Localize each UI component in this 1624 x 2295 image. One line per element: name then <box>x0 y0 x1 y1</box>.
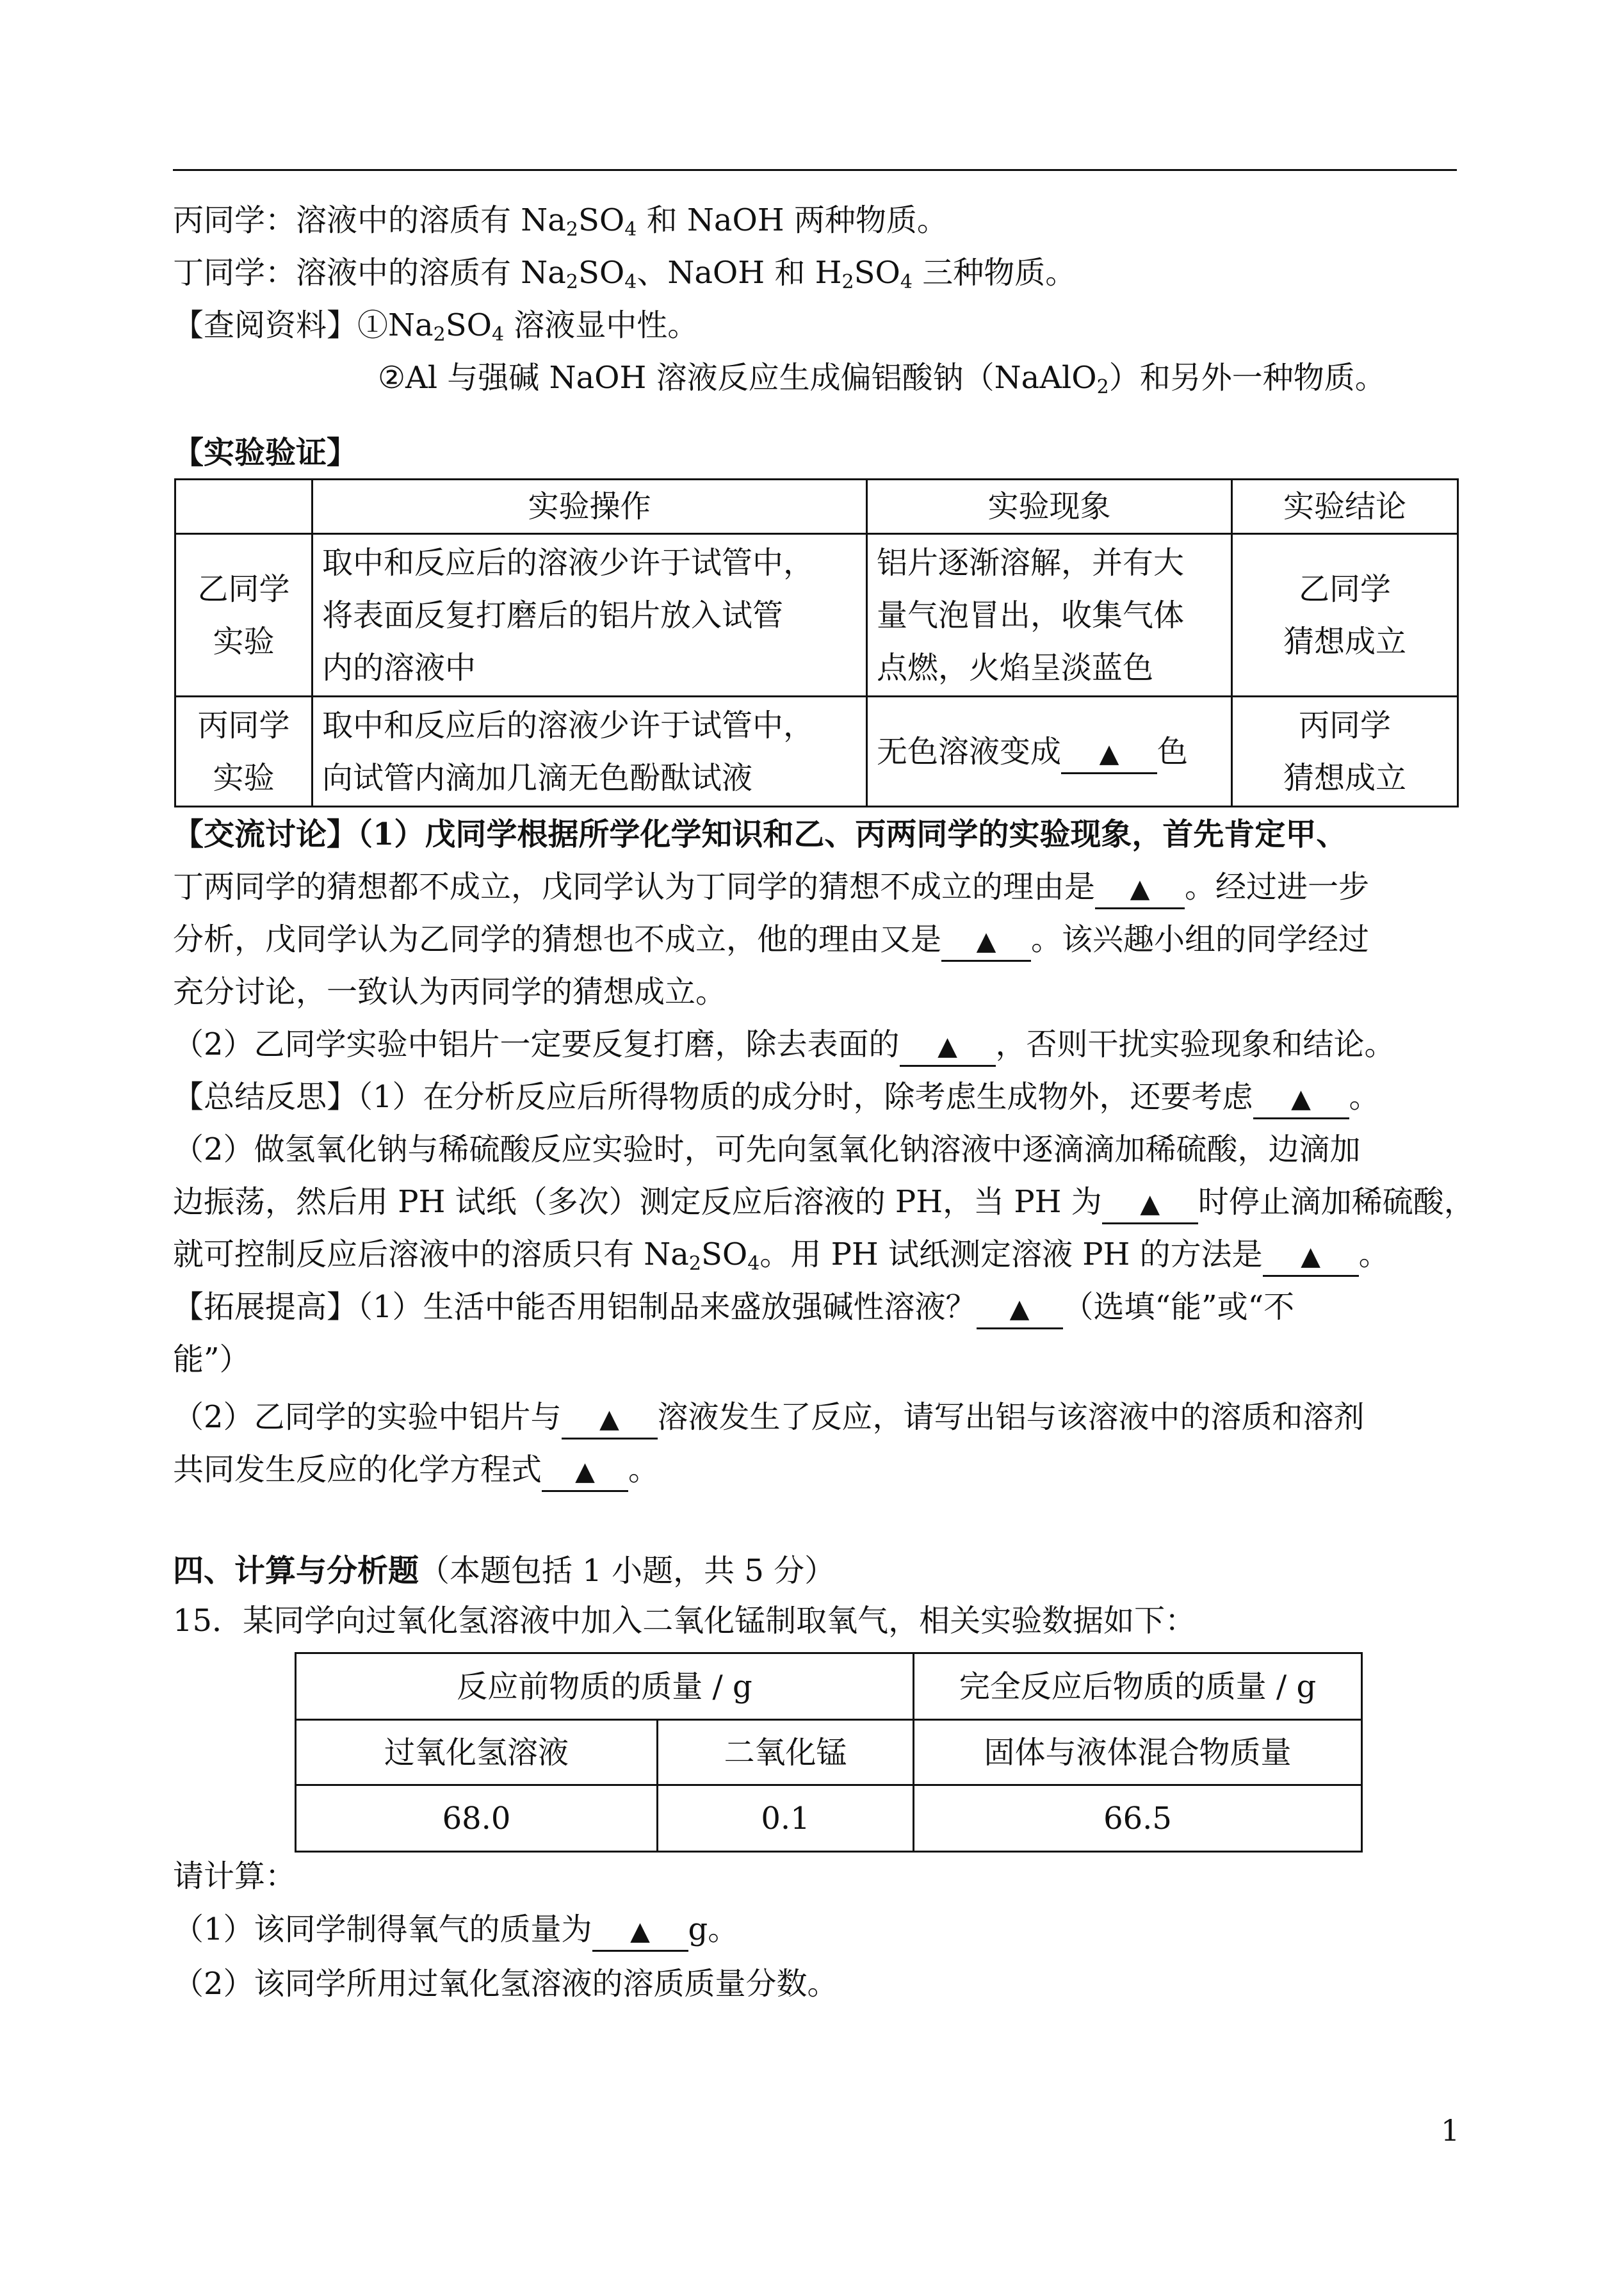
header-after-reaction: 完全反应后物质的质量 / g <box>914 1653 1362 1720</box>
row-label: 乙同学 实验 <box>175 534 313 697</box>
extension-line-1: 【拓展提高】（1）生活中能否用铝制品来盛放强碱性溶液？ ▲ （选填“能”或“不 <box>173 1281 1460 1333</box>
discussion-line-1: 【交流讨论】（1）戊同学根据所学化学知识和乙、丙两同学的实验现象，首先肯定甲、 <box>173 816 1347 852</box>
operation-cell: 取中和反应后的溶液少许于试管中， 向试管内滴加几滴无色酚酞试液 <box>313 697 867 807</box>
table-cell: 68.0 <box>296 1785 658 1852</box>
table-cell: 固体与液体混合物质量 <box>914 1720 1362 1785</box>
header-rule <box>173 169 1457 171</box>
line-ding-hypothesis: 丁同学：溶液中的溶质有 $Na_2SO_4$、NaOH 和 $H_2SO_4$ 三种物质。 <box>173 255 1076 293</box>
data-table <box>295 1652 1363 1853</box>
phenomenon-cell: 无色溶液变成 ▲ 色 <box>867 697 1232 807</box>
extension-line-4: 共同发生反应的化学方程式 ▲ 。 <box>173 1443 1460 1496</box>
triangle-marker-icon: ▲ <box>976 927 996 956</box>
answer-blank[interactable] <box>900 1026 996 1067</box>
header-cell: 实验结论 <box>1232 480 1458 534</box>
line-reference-2: ②Al 与强碱 NaOH 溶液反应生成偏铝酸钠（NaAlO$_2$）和另外一种物质。 <box>378 360 1386 398</box>
triangle-marker-icon: ▲ <box>1099 738 1119 768</box>
discussion-line-3: 分析，戊同学认为乙同学的猜想也不成立，他的理由又是 ▲ 。该兴趣小组的同学经过 <box>173 913 1460 966</box>
triangle-marker-icon: ▲ <box>599 1404 619 1434</box>
row-label: 丙同学 实验 <box>175 697 313 807</box>
discussion-line-2: 丁两同学的猜想都不成立，戊同学认为丁同学的猜想不成立的理由是 ▲ 。经过进一步 <box>173 861 1460 913</box>
discussion-line-5: （2）乙同学实验中铝片一定要反复打磨，除去表面的 ▲ ，否则干扰实验现象和结论。 <box>173 1018 1460 1071</box>
triangle-marker-icon: ▲ <box>1130 874 1150 904</box>
table-cell: 过氧化氢溶液 <box>296 1720 658 1785</box>
table-row <box>296 1720 1362 1785</box>
summary-line-4: 就可控制反应后溶液中的溶质只有 $Na_2SO_4$。用 PH 试纸测定溶液 PH 的方法是 ▲ 。 <box>173 1228 1460 1281</box>
summary-line-2: （2）做氢氧化钠与稀硫酸反应实验时，可先向氢氧化钠溶液中逐滴滴加稀硫酸，边滴加 <box>173 1131 1361 1167</box>
answer-blank[interactable] <box>1102 1183 1198 1224</box>
header-cell <box>175 480 313 534</box>
triangle-marker-icon: ▲ <box>1291 1084 1311 1114</box>
header-cell: 实验操作 <box>313 480 867 534</box>
table-row <box>175 697 1458 807</box>
summary-line-1: 【总结反思】（1）在分析反应后所得物质的成分时，除考虑生成物外，还要考虑 ▲ 。 <box>173 1071 1460 1123</box>
table-row <box>296 1785 1362 1852</box>
answer-blank[interactable] <box>977 1288 1063 1329</box>
extension-line-3: （2）乙同学的实验中铝片与 ▲ 溶液发生了反应，请写出铝与该溶液中的溶质和溶剂 <box>173 1391 1460 1443</box>
answer-blank[interactable] <box>592 1911 688 1952</box>
header-before-reaction: 反应前物质的质量 / g <box>296 1653 914 1720</box>
triangle-marker-icon: ▲ <box>1009 1294 1030 1324</box>
extension-line-2: 能”） <box>173 1342 250 1377</box>
table-cell: 二氧化锰 <box>658 1720 914 1785</box>
calc-question-2: （2）该同学所用过氧化氢溶液的溶质质量分数。 <box>173 1966 838 2002</box>
table-cell: 66.5 <box>914 1785 1362 1852</box>
section-4-heading: 四、计算与分析题（本题包括 1 小题，共 5 分） <box>173 1553 836 1589</box>
experiment-table <box>174 478 1459 807</box>
answer-blank[interactable] <box>1061 733 1157 774</box>
calc-intro: 请计算： <box>173 1858 296 1894</box>
discussion-line-4: 充分讨论，一致认为丙同学的猜想成立。 <box>173 974 727 1010</box>
conclusion-cell: 乙同学 猜想成立 <box>1232 534 1458 697</box>
line-reference-1: 【查阅资料】$①Na_2SO_4$ 溶液显中性。 <box>173 307 699 346</box>
phenomenon-cell: 铝片逐渐溶解，并有大 量气泡冒出，收集气体 点燃，火焰呈淡蓝色 <box>867 534 1232 697</box>
page-number: 1 <box>1441 2113 1460 2148</box>
answer-blank[interactable] <box>941 921 1031 962</box>
triangle-marker-icon: ▲ <box>938 1032 957 1061</box>
answer-blank[interactable] <box>1263 1236 1359 1277</box>
calc-question-1: （1）该同学制得氧气的质量为 ▲ g。 <box>173 1907 1460 1952</box>
table-header-row <box>175 480 1458 534</box>
answer-blank[interactable] <box>1253 1078 1349 1119</box>
answer-blank[interactable] <box>1095 868 1185 909</box>
triangle-marker-icon: ▲ <box>1140 1189 1160 1219</box>
table-row <box>175 534 1458 697</box>
triangle-marker-icon: ▲ <box>575 1457 595 1486</box>
operation-cell: 取中和反应后的溶液少许于试管中， 将表面反复打磨后的铝片放入试管 内的溶液中 <box>313 534 867 697</box>
answer-blank[interactable] <box>542 1451 628 1492</box>
header-cell: 实验现象 <box>867 480 1232 534</box>
summary-line-3: 边振荡，然后用 PH 试纸（多次）测定反应后溶液的 PH，当 PH 为 ▲ 时停止滴加稀硫酸， <box>173 1176 1460 1228</box>
triangle-marker-icon: ▲ <box>1301 1242 1321 1271</box>
section-experiment-verify: 【实验验证】 <box>173 435 358 471</box>
answer-blank[interactable] <box>562 1399 658 1439</box>
table-cell: 0.1 <box>658 1785 914 1852</box>
conclusion-cell: 丙同学 猜想成立 <box>1232 697 1458 807</box>
triangle-marker-icon: ▲ <box>630 1917 650 1946</box>
table-header-row <box>296 1653 1362 1720</box>
line-bing-hypothesis: 丙同学：溶液中的溶质有 $Na_2SO_4$ 和 NaOH 两种物质。 <box>173 202 948 241</box>
question-15: 15．某同学向过氧化氢溶液中加入二氧化锰制取氧气，相关实验数据如下： <box>173 1603 1196 1639</box>
